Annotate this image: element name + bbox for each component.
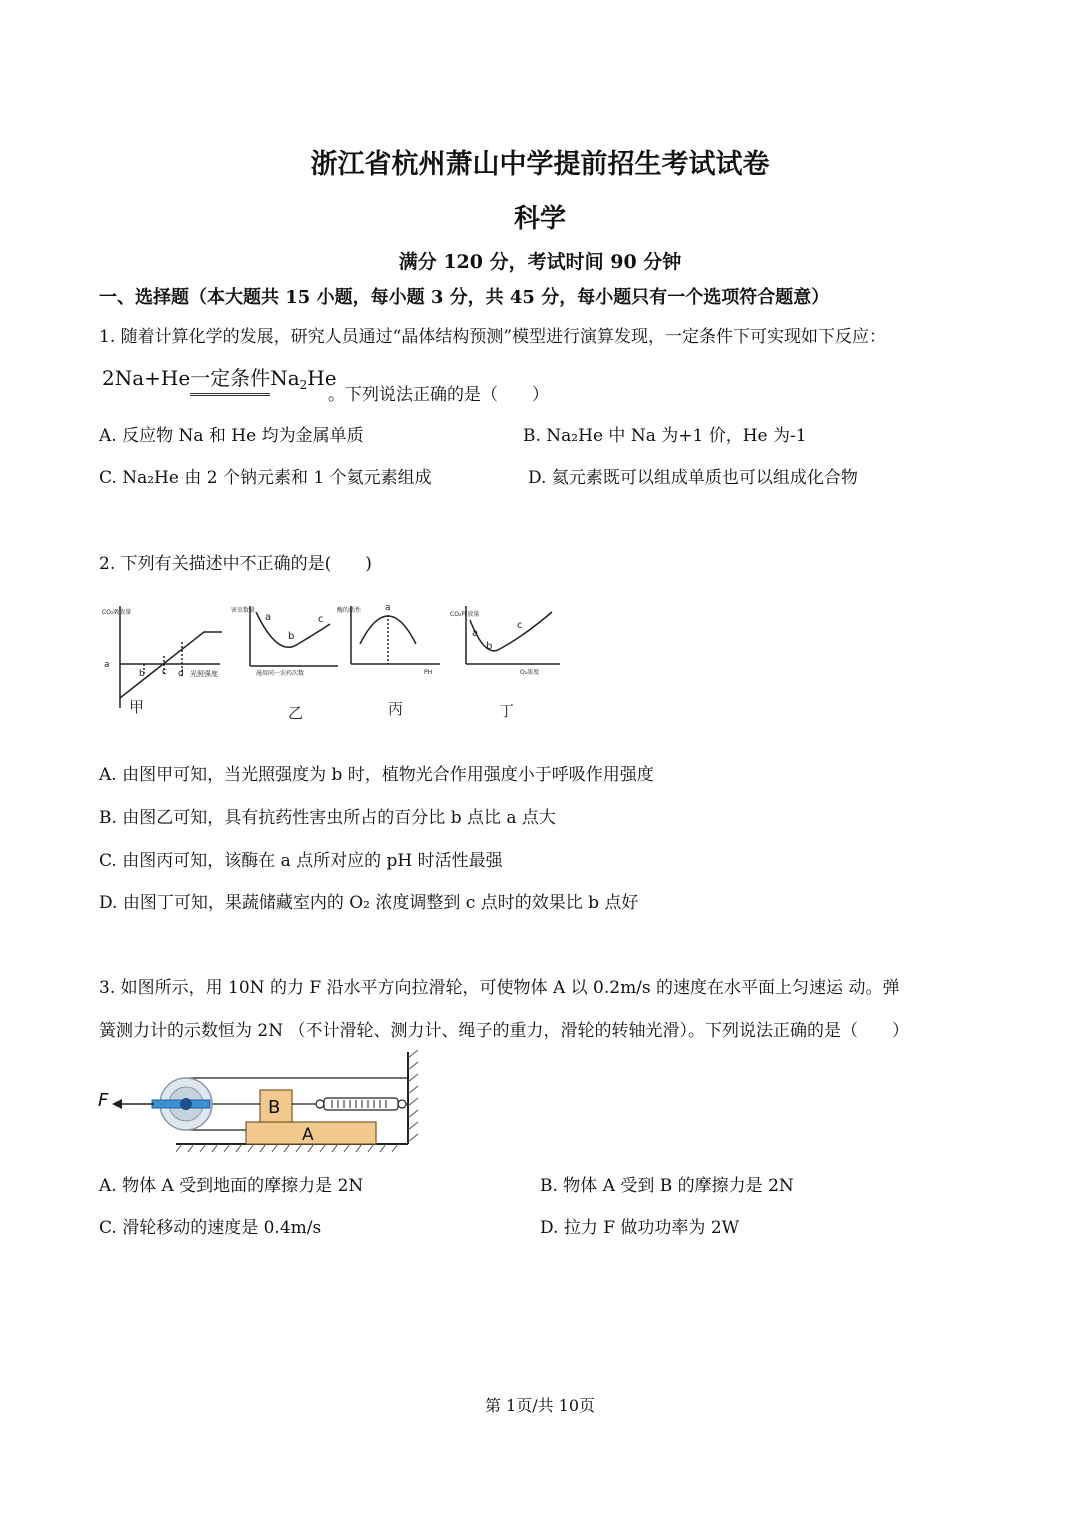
yi-xlabel: 施用同一农药次数 (256, 670, 305, 677)
ding-point-a: a (472, 628, 479, 639)
bing-caption: 丙 (388, 700, 404, 718)
jia-y-mark: a (104, 660, 110, 670)
jia-ylabel: CO₂吸收量 (102, 609, 132, 616)
q3-pulley-figure (96, 1050, 422, 1156)
bing-point-a: a (385, 603, 391, 613)
exam-title: 浙江省杭州萧山中学提前招生考试试卷 (310, 149, 770, 180)
q1-stem: 1. 随着计算化学的发展，研究人员通过“晶体结构预测”模型进行演算发现，一定条件下可实现如下反应： (99, 327, 887, 347)
bing-ylabel: 酶的活性 (337, 607, 362, 614)
wall-hatching (408, 1050, 418, 1142)
graph-bing (351, 606, 440, 664)
eq-right-2: He (307, 366, 337, 390)
page-footer: 第 1页/共 10页 (484, 1396, 596, 1415)
jia-x-mark-d: d (178, 669, 184, 679)
jia-x-mark-c: c (162, 667, 167, 677)
exam-info: 满分 120 分，考试时间 90 分钟 (398, 251, 682, 273)
q3-option-d: D. 拉力 F 做功功率为 2W (540, 1218, 740, 1238)
yi-point-c: c (318, 614, 324, 625)
graph-ding (466, 606, 560, 664)
q3-option-b: B. 物体 A 受到 B 的摩擦力是 2N (540, 1176, 794, 1196)
q1-option-c: C. Na₂He 由 2 个钠元素和 1 个氦元素组成 (99, 468, 432, 488)
q2-graphs (98, 598, 570, 724)
yi-caption: 乙 (288, 704, 304, 722)
eq-condition: 一定条件 (190, 362, 270, 396)
q3-option-c: C. 滑轮移动的速度是 0.4m/s (99, 1218, 322, 1238)
ding-ylabel: CO₂释放量 (450, 611, 480, 618)
ding-xlabel: O₂浓度 (520, 669, 540, 676)
yi-point-a: a (265, 612, 272, 623)
jia-x-mark-b: b (139, 669, 145, 679)
q1-option-a: A. 反应物 Na 和 He 均为金属单质 (99, 426, 364, 446)
q1-tail: 。下列说法正确的是（ ） (328, 385, 549, 405)
bing-xlabel: PH (424, 669, 433, 676)
q2-stem: 2. 下列有关描述中不正确的是( ) (99, 554, 372, 574)
q2-option-c: C. 由图丙可知，该酶在 a 点所对应的 pH 时活性最强 (99, 851, 503, 871)
block-b-label: B (268, 1097, 281, 1118)
jia-xlabel: 光照强度 (190, 670, 218, 678)
q3-option-a: A. 物体 A 受到地面的摩擦力是 2N (99, 1176, 364, 1196)
q1-option-b: B. Na₂He 中 Na 为+1 价，He 为-1 (523, 426, 807, 446)
ding-caption: 丁 (499, 702, 515, 720)
q2-option-a: A. 由图甲可知，当光照强度为 b 时，植物光合作用强度小于呼吸作用强度 (99, 765, 654, 785)
ding-point-c: c (517, 620, 523, 631)
q1-equation (102, 362, 337, 396)
q3-stem-line-1: 3. 如图所示，用 10N 的力 F 沿水平方向拉滑轮，可使物体 A 以 0.2m/s 的速度在水平面上匀速运 动。弹 (99, 978, 900, 998)
eq-left: 2Na+He (102, 366, 191, 390)
spring-scale (324, 1098, 398, 1110)
q3-stem-line-2: 簧测力计的示数恒为 2N （不计滑轮、测力计、绳子的重力，滑轮的转轴光滑）。下列说法正确的是（ ） (99, 1021, 909, 1041)
ding-point-b: b (486, 641, 493, 652)
q1-option-d: D. 氦元素既可以组成单质也可以组成化合物 (528, 468, 858, 488)
graph-jia (120, 606, 222, 708)
eq-right: Na (270, 366, 300, 390)
eq-subscript: 2 (299, 378, 308, 393)
q2-option-b: B. 由图乙可知，具有抗药性害虫所占的百分比 b 点比 a 点大 (99, 808, 556, 828)
section-heading: 一、选择题（本大题共 15 小题，每小题 3 分，共 45 分，每小题只有一个选项符合题意） (99, 287, 830, 308)
ground-hatching (176, 1144, 398, 1152)
force-label: F (98, 1090, 109, 1111)
block-a-label: A (302, 1125, 314, 1145)
subject-title: 科学 (513, 204, 566, 234)
q2-option-d: D. 由图丁可知，果蔬储藏室内的 O₂ 浓度调整到 c 点时的效果比 b 点好 (99, 893, 639, 913)
yi-point-b: b (288, 631, 295, 642)
yi-ylabel: 害虫数量 (231, 607, 256, 614)
jia-caption: 甲 (129, 698, 145, 716)
